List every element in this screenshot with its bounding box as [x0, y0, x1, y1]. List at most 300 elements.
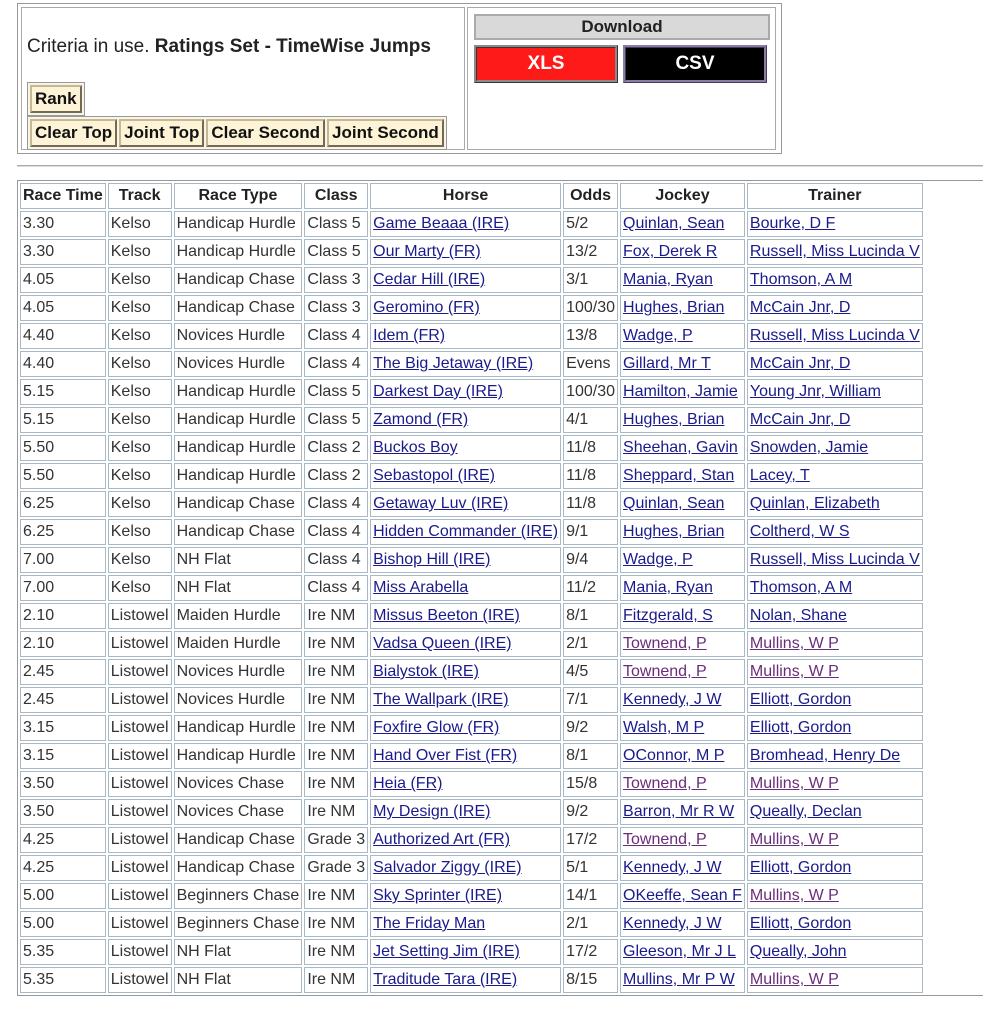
jockey-link[interactable]: OConnor, M P	[623, 747, 725, 764]
horse-link[interactable]: Jet Setting Jim (IRE)	[373, 943, 520, 960]
table-row	[20, 855, 923, 881]
jockey-link[interactable]: Sheehan, Gavin	[623, 439, 738, 456]
cell-horse	[370, 435, 561, 461]
cell-track: Kelso	[108, 295, 172, 321]
jockey-link[interactable]: Mania, Ryan	[623, 579, 713, 596]
table-row	[20, 547, 923, 573]
cell-class: Class 2	[304, 435, 368, 461]
cell-race-time: 7.00	[20, 547, 106, 573]
table-body	[20, 211, 923, 993]
cell-track: Kelso	[108, 575, 172, 601]
cell-jockey	[620, 407, 745, 433]
cell-odds: 15/8	[563, 771, 618, 797]
cell-odds: 14/1	[563, 883, 618, 909]
cell-trainer	[747, 883, 923, 909]
horse-link[interactable]: Geromino (FR)	[373, 299, 480, 316]
cell-track: Listowel	[108, 939, 172, 965]
clear-top-button[interactable]: Clear Top	[30, 119, 117, 147]
cell-class: Ire NM	[304, 631, 368, 657]
horse-link[interactable]: Idem (FR)	[373, 327, 446, 344]
horse-link[interactable]: Game Beaaa (IRE)	[373, 215, 510, 232]
cell-odds: 13/2	[563, 239, 618, 265]
trainer-link[interactable]: Mullins, W P	[749, 775, 839, 792]
cell-trainer	[747, 239, 923, 265]
cell-jockey	[620, 967, 745, 993]
results-table-wrapper	[17, 180, 983, 996]
cell-class: Class 2	[304, 463, 368, 489]
horse-link[interactable]: Foxfire Glow (FR)	[373, 719, 500, 736]
cell-horse	[370, 715, 561, 741]
cell-race-type: Handicap Chase	[174, 267, 303, 293]
cell-race-type: Beginners Chase	[174, 911, 303, 937]
cell-trainer	[747, 491, 923, 517]
cell-track: Listowel	[108, 771, 172, 797]
trainer-link[interactable]: Bromhead, Henry De	[749, 747, 901, 764]
cell-jockey	[620, 435, 745, 461]
table-row	[20, 967, 923, 993]
cell-jockey	[620, 211, 745, 237]
cell-track: Kelso	[108, 239, 172, 265]
cell-track: Listowel	[108, 687, 172, 713]
cell-race-type: Handicap Hurdle	[174, 211, 303, 237]
cell-horse	[370, 547, 561, 573]
rank-button-group	[27, 82, 85, 116]
cell-trainer	[747, 631, 923, 657]
trainer-link[interactable]: Russell, Miss Lucinda V	[749, 243, 920, 260]
cell-odds: 5/2	[563, 211, 618, 237]
cell-race-type: Handicap Hurdle	[174, 379, 303, 405]
table-row	[20, 519, 923, 545]
horse-link[interactable]: Heia (FR)	[373, 775, 443, 792]
trainer-link[interactable]: Queally, John	[749, 943, 847, 960]
jockey-link[interactable]: Gillard, Mr T	[623, 355, 711, 372]
table-row	[20, 743, 923, 769]
cell-horse	[370, 575, 561, 601]
cell-odds: 8/1	[563, 603, 618, 629]
cell-jockey	[620, 603, 745, 629]
cell-jockey	[620, 295, 745, 321]
cell-track: Listowel	[108, 715, 172, 741]
trainer-link[interactable]: Elliott, Gordon	[749, 915, 852, 932]
cell-race-type: Novices Hurdle	[174, 659, 303, 685]
cell-jockey	[620, 351, 745, 377]
cell-track: Kelso	[108, 491, 172, 517]
jockey-link[interactable]: Kennedy, J W	[623, 691, 722, 708]
cell-horse	[370, 855, 561, 881]
table-row	[20, 491, 923, 517]
cell-horse	[370, 967, 561, 993]
jockey-link[interactable]: Hughes, Brian	[623, 411, 725, 428]
cell-horse	[370, 379, 561, 405]
cell-jockey	[620, 743, 745, 769]
cell-class: Class 4	[304, 547, 368, 573]
cell-trainer	[747, 407, 923, 433]
cell-horse	[370, 939, 561, 965]
cell-trainer	[747, 715, 923, 741]
cell-race-type: Maiden Hurdle	[174, 603, 303, 629]
cell-track: Kelso	[108, 379, 172, 405]
cell-track: Kelso	[108, 323, 172, 349]
cell-class: Ire NM	[304, 939, 368, 965]
header-horse: Horse	[370, 183, 561, 209]
jockey-link[interactable]: Quinlan, Sean	[623, 495, 725, 512]
cell-class: Class 5	[304, 407, 368, 433]
trainer-link[interactable]: Mullins, W P	[749, 971, 839, 988]
cell-track: Listowel	[108, 631, 172, 657]
cell-jockey	[620, 239, 745, 265]
cell-jockey	[620, 827, 745, 853]
horse-link[interactable]: My Design (IRE)	[373, 803, 491, 820]
cell-odds: 11/2	[563, 575, 618, 601]
table-row	[20, 379, 923, 405]
cell-class: Class 3	[304, 295, 368, 321]
cell-odds: 9/2	[563, 799, 618, 825]
cell-trainer	[747, 435, 923, 461]
cell-trainer	[747, 827, 923, 853]
cell-class: Ire NM	[304, 911, 368, 937]
table-row	[20, 435, 923, 461]
criteria-cell	[21, 7, 465, 150]
cell-class: Ire NM	[304, 603, 368, 629]
cell-class: Ire NM	[304, 883, 368, 909]
table-row	[20, 827, 923, 853]
divider	[17, 165, 983, 167]
cell-jockey	[620, 575, 745, 601]
cell-odds: 11/8	[563, 491, 618, 517]
cell-track: Kelso	[108, 435, 172, 461]
criteria-prefix: Criteria in use.	[27, 36, 150, 57]
cell-odds: 5/1	[563, 855, 618, 881]
trainer-link[interactable]: Mullins, W P	[749, 887, 839, 904]
cell-odds: 11/8	[563, 435, 618, 461]
cell-horse	[370, 827, 561, 853]
horse-link[interactable]: Zamond (FR)	[373, 411, 469, 428]
trainer-link[interactable]: Lacey, T	[749, 467, 810, 484]
results-table	[18, 181, 925, 995]
cell-class: Ire NM	[304, 687, 368, 713]
cell-odds: 4/1	[563, 407, 618, 433]
cell-class: Class 5	[304, 379, 368, 405]
cell-odds: 13/8	[563, 323, 618, 349]
cell-trainer	[747, 911, 923, 937]
trainer-link[interactable]: Russell, Miss Lucinda V	[749, 327, 920, 344]
trainer-link[interactable]: Snowden, Jamie	[749, 439, 869, 456]
criteria-value: Ratings Set - TimeWise Jumps	[154, 36, 431, 57]
cell-trainer	[747, 519, 923, 545]
horse-link[interactable]: Bialystok (IRE)	[373, 663, 479, 680]
trainer-link[interactable]: Nolan, Shane	[749, 607, 847, 624]
cell-horse	[370, 267, 561, 293]
cell-horse	[370, 351, 561, 377]
jockey-link[interactable]: Hamilton, Jamie	[623, 383, 738, 400]
header-race-time: Race Time	[20, 183, 106, 209]
cell-race-type: Handicap Hurdle	[174, 743, 303, 769]
cell-race-time: 3.30	[20, 239, 106, 265]
trainer-link[interactable]: Thomson, A M	[749, 271, 853, 288]
table-row	[20, 295, 923, 321]
horse-link[interactable]: Hidden Commander (IRE)	[373, 523, 559, 540]
table-header-row	[20, 183, 923, 209]
table-row	[20, 771, 923, 797]
cell-jockey	[620, 267, 745, 293]
horse-link[interactable]: Sky Sprinter (IRE)	[373, 887, 503, 904]
cell-track: Kelso	[108, 351, 172, 377]
trainer-link[interactable]: Mullins, W P	[749, 635, 839, 652]
jockey-link[interactable]: Barron, Mr R W	[623, 803, 735, 820]
table-row	[20, 687, 923, 713]
trainer-link[interactable]: Russell, Miss Lucinda V	[749, 551, 920, 568]
horse-link[interactable]: Cedar Hill (IRE)	[373, 271, 486, 288]
cell-odds: 17/2	[563, 827, 618, 853]
cell-class: Class 4	[304, 491, 368, 517]
jockey-link[interactable]: Kennedy, J W	[623, 859, 722, 876]
cell-jockey	[620, 659, 745, 685]
cell-class: Ire NM	[304, 967, 368, 993]
cell-race-type: NH Flat	[174, 547, 303, 573]
jockey-link[interactable]: OKeeffe, Sean F	[623, 887, 742, 904]
cell-race-time: 7.00	[20, 575, 106, 601]
cell-race-time: 2.10	[20, 603, 106, 629]
trainer-link[interactable]: Elliott, Gordon	[749, 859, 852, 876]
cell-horse	[370, 407, 561, 433]
cell-trainer	[747, 211, 923, 237]
cell-track: Listowel	[108, 911, 172, 937]
cell-odds: Evens	[563, 351, 618, 377]
cell-class: Class 4	[304, 323, 368, 349]
horse-link[interactable]: The Friday Man	[373, 915, 486, 932]
table-row	[20, 939, 923, 965]
cell-horse	[370, 631, 561, 657]
cell-race-time: 5.50	[20, 463, 106, 489]
trainer-link[interactable]: Mullins, W P	[749, 831, 839, 848]
cell-race-time: 5.00	[20, 911, 106, 937]
cell-trainer	[747, 351, 923, 377]
cell-jockey	[620, 519, 745, 545]
table-row	[20, 211, 923, 237]
cell-race-time: 5.50	[20, 435, 106, 461]
cell-class: Class 5	[304, 239, 368, 265]
cell-class: Class 4	[304, 575, 368, 601]
jockey-link[interactable]: Wadge, P	[623, 327, 693, 344]
clear-second-button[interactable]: Clear Second	[206, 119, 325, 147]
cell-trainer	[747, 463, 923, 489]
cell-horse	[370, 491, 561, 517]
cell-race-type: Handicap Chase	[174, 519, 303, 545]
cell-trainer	[747, 771, 923, 797]
cell-race-time: 3.15	[20, 715, 106, 741]
cell-trainer	[747, 547, 923, 573]
cell-odds: 2/1	[563, 631, 618, 657]
cell-race-time: 4.25	[20, 855, 106, 881]
cell-race-type: NH Flat	[174, 967, 303, 993]
cell-odds: 9/1	[563, 519, 618, 545]
table-row	[20, 659, 923, 685]
cell-race-type: Handicap Chase	[174, 827, 303, 853]
horse-link[interactable]: Darkest Day (IRE)	[373, 383, 503, 400]
jockey-link[interactable]: Fitzgerald, S	[623, 607, 713, 624]
horse-link[interactable]: Miss Arabella	[373, 579, 469, 596]
jockey-link[interactable]: Gleeson, Mr J L	[623, 943, 736, 960]
horse-link[interactable]: Bishop Hill (IRE)	[373, 551, 491, 568]
cell-race-time: 3.15	[20, 743, 106, 769]
trainer-link[interactable]: Coltherd, W S	[749, 523, 850, 540]
criteria-panel	[17, 3, 782, 154]
cell-class: Ire NM	[304, 771, 368, 797]
cell-track: Listowel	[108, 827, 172, 853]
download-panel	[467, 7, 776, 150]
cell-race-time: 4.40	[20, 323, 106, 349]
cell-trainer	[747, 295, 923, 321]
cell-jockey	[620, 491, 745, 517]
sort-button-group	[27, 116, 447, 150]
rank-button[interactable]: Rank	[30, 85, 82, 113]
cell-track: Listowel	[108, 799, 172, 825]
cell-trainer	[747, 659, 923, 685]
cell-trainer	[747, 575, 923, 601]
cell-horse	[370, 799, 561, 825]
table-row	[20, 911, 923, 937]
cell-horse	[370, 323, 561, 349]
horse-link[interactable]: Sebastopol (IRE)	[373, 467, 495, 484]
horse-link[interactable]: The Big Jetaway (IRE)	[373, 355, 534, 372]
trainer-link[interactable]: McCain Jnr, D	[749, 355, 851, 372]
jockey-link[interactable]: Walsh, M P	[623, 719, 705, 736]
horse-link[interactable]: Our Marty (FR)	[373, 243, 481, 260]
cell-odds: 9/4	[563, 547, 618, 573]
cell-jockey	[620, 883, 745, 909]
cell-race-type: Handicap Hurdle	[174, 715, 303, 741]
horse-link[interactable]: Vadsa Queen (IRE)	[373, 635, 512, 652]
cell-track: Kelso	[108, 463, 172, 489]
cell-odds: 100/30	[563, 379, 618, 405]
cell-horse	[370, 911, 561, 937]
cell-horse	[370, 603, 561, 629]
cell-trainer	[747, 855, 923, 881]
header-class: Class	[304, 183, 368, 209]
cell-odds: 8/1	[563, 743, 618, 769]
jockey-link[interactable]: Townend, P	[623, 663, 707, 680]
cell-track: Kelso	[108, 519, 172, 545]
cell-race-type: NH Flat	[174, 575, 303, 601]
cell-race-time: 5.15	[20, 379, 106, 405]
cell-odds: 11/8	[563, 463, 618, 489]
cell-race-type: Handicap Hurdle	[174, 435, 303, 461]
trainer-link[interactable]: Bourke, D F	[749, 215, 836, 232]
trainer-link[interactable]: Queally, Declan	[749, 803, 862, 820]
jockey-link[interactable]: Sheppard, Stan	[623, 467, 735, 484]
jockey-link[interactable]: Townend, P	[623, 635, 707, 652]
xls-download-button[interactable]: XLS	[474, 45, 618, 83]
joint-second-button[interactable]: Joint Second	[327, 119, 444, 147]
cell-race-time: 6.25	[20, 519, 106, 545]
cell-race-type: Novices Chase	[174, 799, 303, 825]
table-row	[20, 351, 923, 377]
trainer-link[interactable]: Thomson, A M	[749, 579, 853, 596]
table-row	[20, 883, 923, 909]
trainer-link[interactable]: McCain Jnr, D	[749, 299, 851, 316]
cell-class: Grade 3	[304, 855, 368, 881]
horse-link[interactable]: Getaway Luv (IRE)	[373, 495, 509, 512]
cell-race-type: Beginners Chase	[174, 883, 303, 909]
cell-horse	[370, 295, 561, 321]
jockey-link[interactable]: Townend, P	[623, 831, 707, 848]
jockey-link[interactable]: Kennedy, J W	[623, 915, 722, 932]
horse-link[interactable]: Authorized Art (FR)	[373, 831, 511, 848]
jockey-link[interactable]: Mania, Ryan	[623, 271, 713, 288]
horse-link[interactable]: Hand Over Fist (FR)	[373, 747, 518, 764]
cell-odds: 4/5	[563, 659, 618, 685]
cell-class: Grade 3	[304, 827, 368, 853]
cell-race-type: Handicap Hurdle	[174, 463, 303, 489]
cell-race-time: 4.05	[20, 295, 106, 321]
cell-race-type: Novices Chase	[174, 771, 303, 797]
cell-horse	[370, 211, 561, 237]
cell-track: Listowel	[108, 743, 172, 769]
cell-horse	[370, 687, 561, 713]
cell-race-time: 4.40	[20, 351, 106, 377]
jockey-link[interactable]: Wadge, P	[623, 551, 693, 568]
joint-top-button[interactable]: Joint Top	[119, 119, 204, 147]
horse-link[interactable]: Salvador Ziggy (IRE)	[373, 859, 522, 876]
cell-race-time: 4.25	[20, 827, 106, 853]
criteria-text	[27, 36, 431, 58]
cell-race-time: 3.50	[20, 771, 106, 797]
jockey-link[interactable]: Townend, P	[623, 775, 707, 792]
cell-jockey	[620, 323, 745, 349]
trainer-link[interactable]: Elliott, Gordon	[749, 719, 852, 736]
cell-race-time: 4.05	[20, 267, 106, 293]
trainer-link[interactable]: Mullins, W P	[749, 663, 839, 680]
cell-race-time: 5.35	[20, 967, 106, 993]
horse-link[interactable]: Missus Beeton (IRE)	[373, 607, 520, 624]
jockey-link[interactable]: Mullins, Mr P W	[623, 971, 735, 988]
cell-track: Listowel	[108, 603, 172, 629]
cell-trainer	[747, 687, 923, 713]
trainer-link[interactable]: Elliott, Gordon	[749, 691, 852, 708]
cell-odds: 7/1	[563, 687, 618, 713]
horse-link[interactable]: The Wallpark (IRE)	[373, 691, 509, 708]
horse-link[interactable]: Buckos Boy	[373, 439, 458, 456]
cell-class: Ire NM	[304, 659, 368, 685]
header-track: Track	[108, 183, 172, 209]
csv-download-button[interactable]: CSV	[623, 45, 767, 83]
cell-jockey	[620, 463, 745, 489]
jockey-link[interactable]: Hughes, Brian	[623, 299, 725, 316]
cell-race-type: Novices Hurdle	[174, 351, 303, 377]
table-row	[20, 603, 923, 629]
header-jockey: Jockey	[620, 183, 745, 209]
cell-race-type: Novices Hurdle	[174, 323, 303, 349]
jockey-link[interactable]: Quinlan, Sean	[623, 215, 725, 232]
cell-horse	[370, 519, 561, 545]
table-row	[20, 715, 923, 741]
cell-jockey	[620, 379, 745, 405]
jockey-link[interactable]: Hughes, Brian	[623, 523, 725, 540]
trainer-link[interactable]: McCain Jnr, D	[749, 411, 851, 428]
trainer-link[interactable]: Young Jnr, William	[749, 383, 881, 400]
trainer-link[interactable]: Quinlan, Elizabeth	[749, 495, 880, 512]
horse-link[interactable]: Traditude Tara (IRE)	[373, 971, 518, 988]
cell-track: Listowel	[108, 855, 172, 881]
cell-jockey	[620, 771, 745, 797]
jockey-link[interactable]: Fox, Derek R	[623, 243, 718, 260]
cell-odds: 2/1	[563, 911, 618, 937]
cell-odds: 17/2	[563, 939, 618, 965]
header-race-type: Race Type	[174, 183, 303, 209]
cell-trainer	[747, 603, 923, 629]
cell-class: Ire NM	[304, 799, 368, 825]
cell-race-time: 2.45	[20, 687, 106, 713]
